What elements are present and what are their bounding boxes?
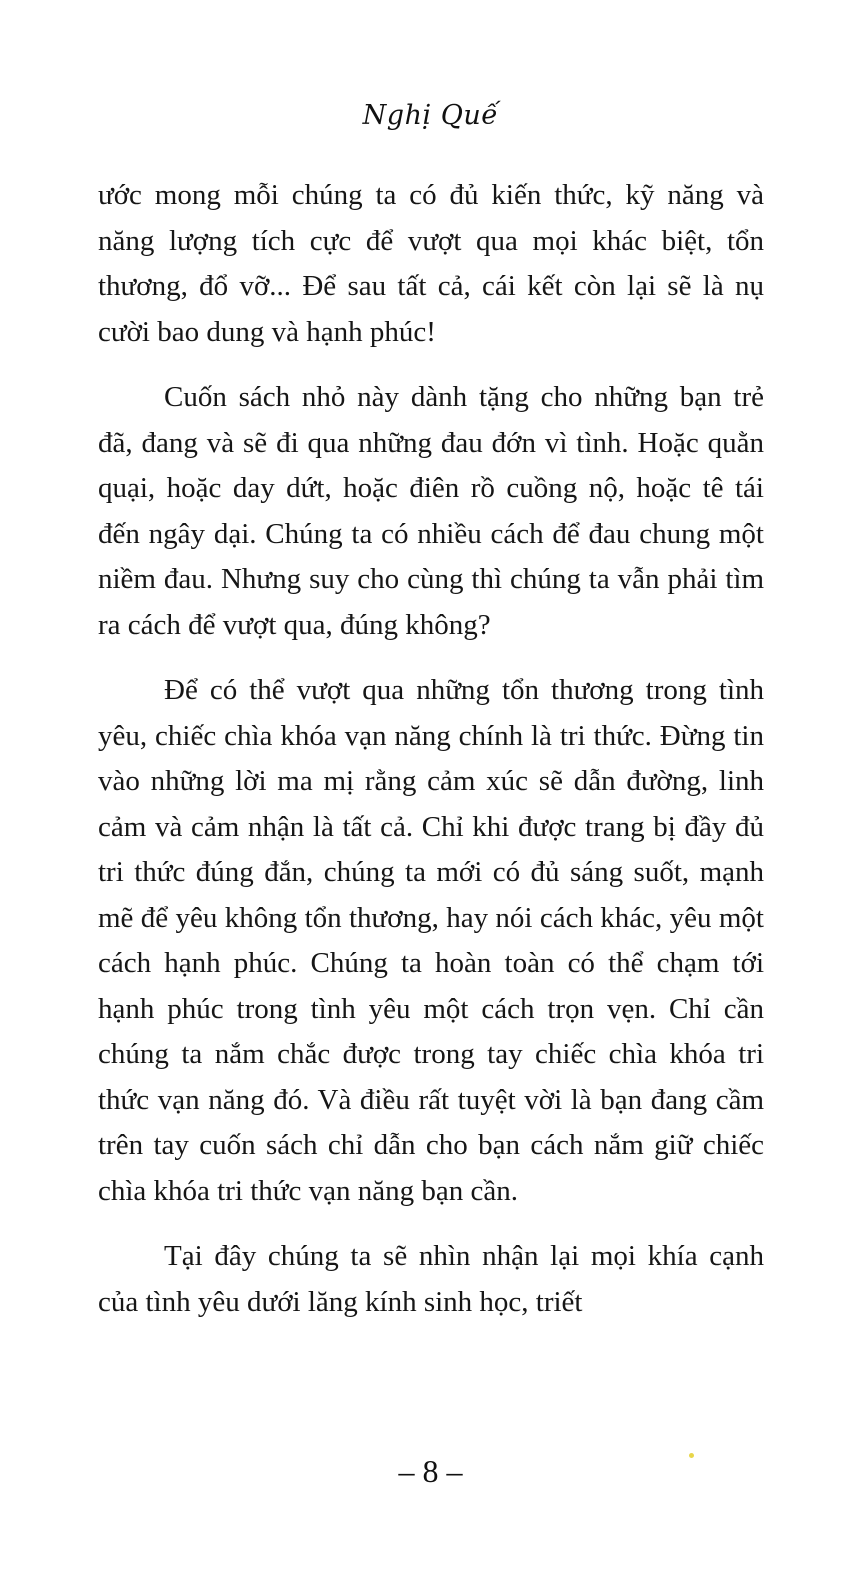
- paragraph: Để có thể vượt qua những tổn thương trong tình yêu, chiếc chìa khóa vạn năng chính là tri thức. Đừng tin vào những lời ma mị rằng cảm xúc sẽ dẫn đường, linh cảm và cảm nhận là tất cả. Chỉ khi được trang bị đầy đủ tri thức đúng đắn, chúng ta mới có đủ sáng suốt, mạnh mẽ để yêu không tổn thương, hay nói cách khác, yêu một cách hạnh phúc. Chúng ta hoàn toàn có thể chạm tới hạnh phúc trong tình yêu một cách trọn vẹn. Chỉ cần chúng ta nắm chắc được trong tay chiếc chìa khóa tri thức vạn năng đó. Và điều rất tuyệt vời là bạn đang cầm trên tay cuốn sách chỉ dẫn cho bạn cách nắm giữ chiếc chìa khóa tri thức vạn năng bạn cần.: [98, 674, 764, 1207]
- paragraph: Cuốn sách nhỏ này dành tặng cho những bạn trẻ đã, đang và sẽ đi qua những đau đớn vì tình. Hoặc quằn quại, hoặc day dứt, hoặc điên rồ cuồng nộ, hoặc tê tái đến ngây dại. Chúng ta có nhiều cách để đau chung một niềm đau. Nhưng suy cho cùng thì chúng ta vẫn phải tìm ra cách để vượt qua, đúng không?: [98, 381, 764, 641]
- print-speck: [689, 1453, 694, 1458]
- paragraph: Tại đây chúng ta sẽ nhìn nhận lại mọi khía cạnh của tình yêu dưới lăng kính sinh học, triết: [98, 1240, 764, 1318]
- paragraph-continuation: ước mong mỗi chúng ta có đủ kiến thức, kỹ năng và năng lượng tích cực để vượt qua mọi khác biệt, tổn thương, đổ vỡ... Để sau tất cả, cái kết còn lại sẽ là nụ cười bao dung và hạnh phúc!: [98, 179, 764, 348]
- running-header-author: Nghị Quế: [362, 100, 499, 131]
- page-number: – 8 –: [398, 1453, 463, 1489]
- body-text: [98, 173, 764, 1345]
